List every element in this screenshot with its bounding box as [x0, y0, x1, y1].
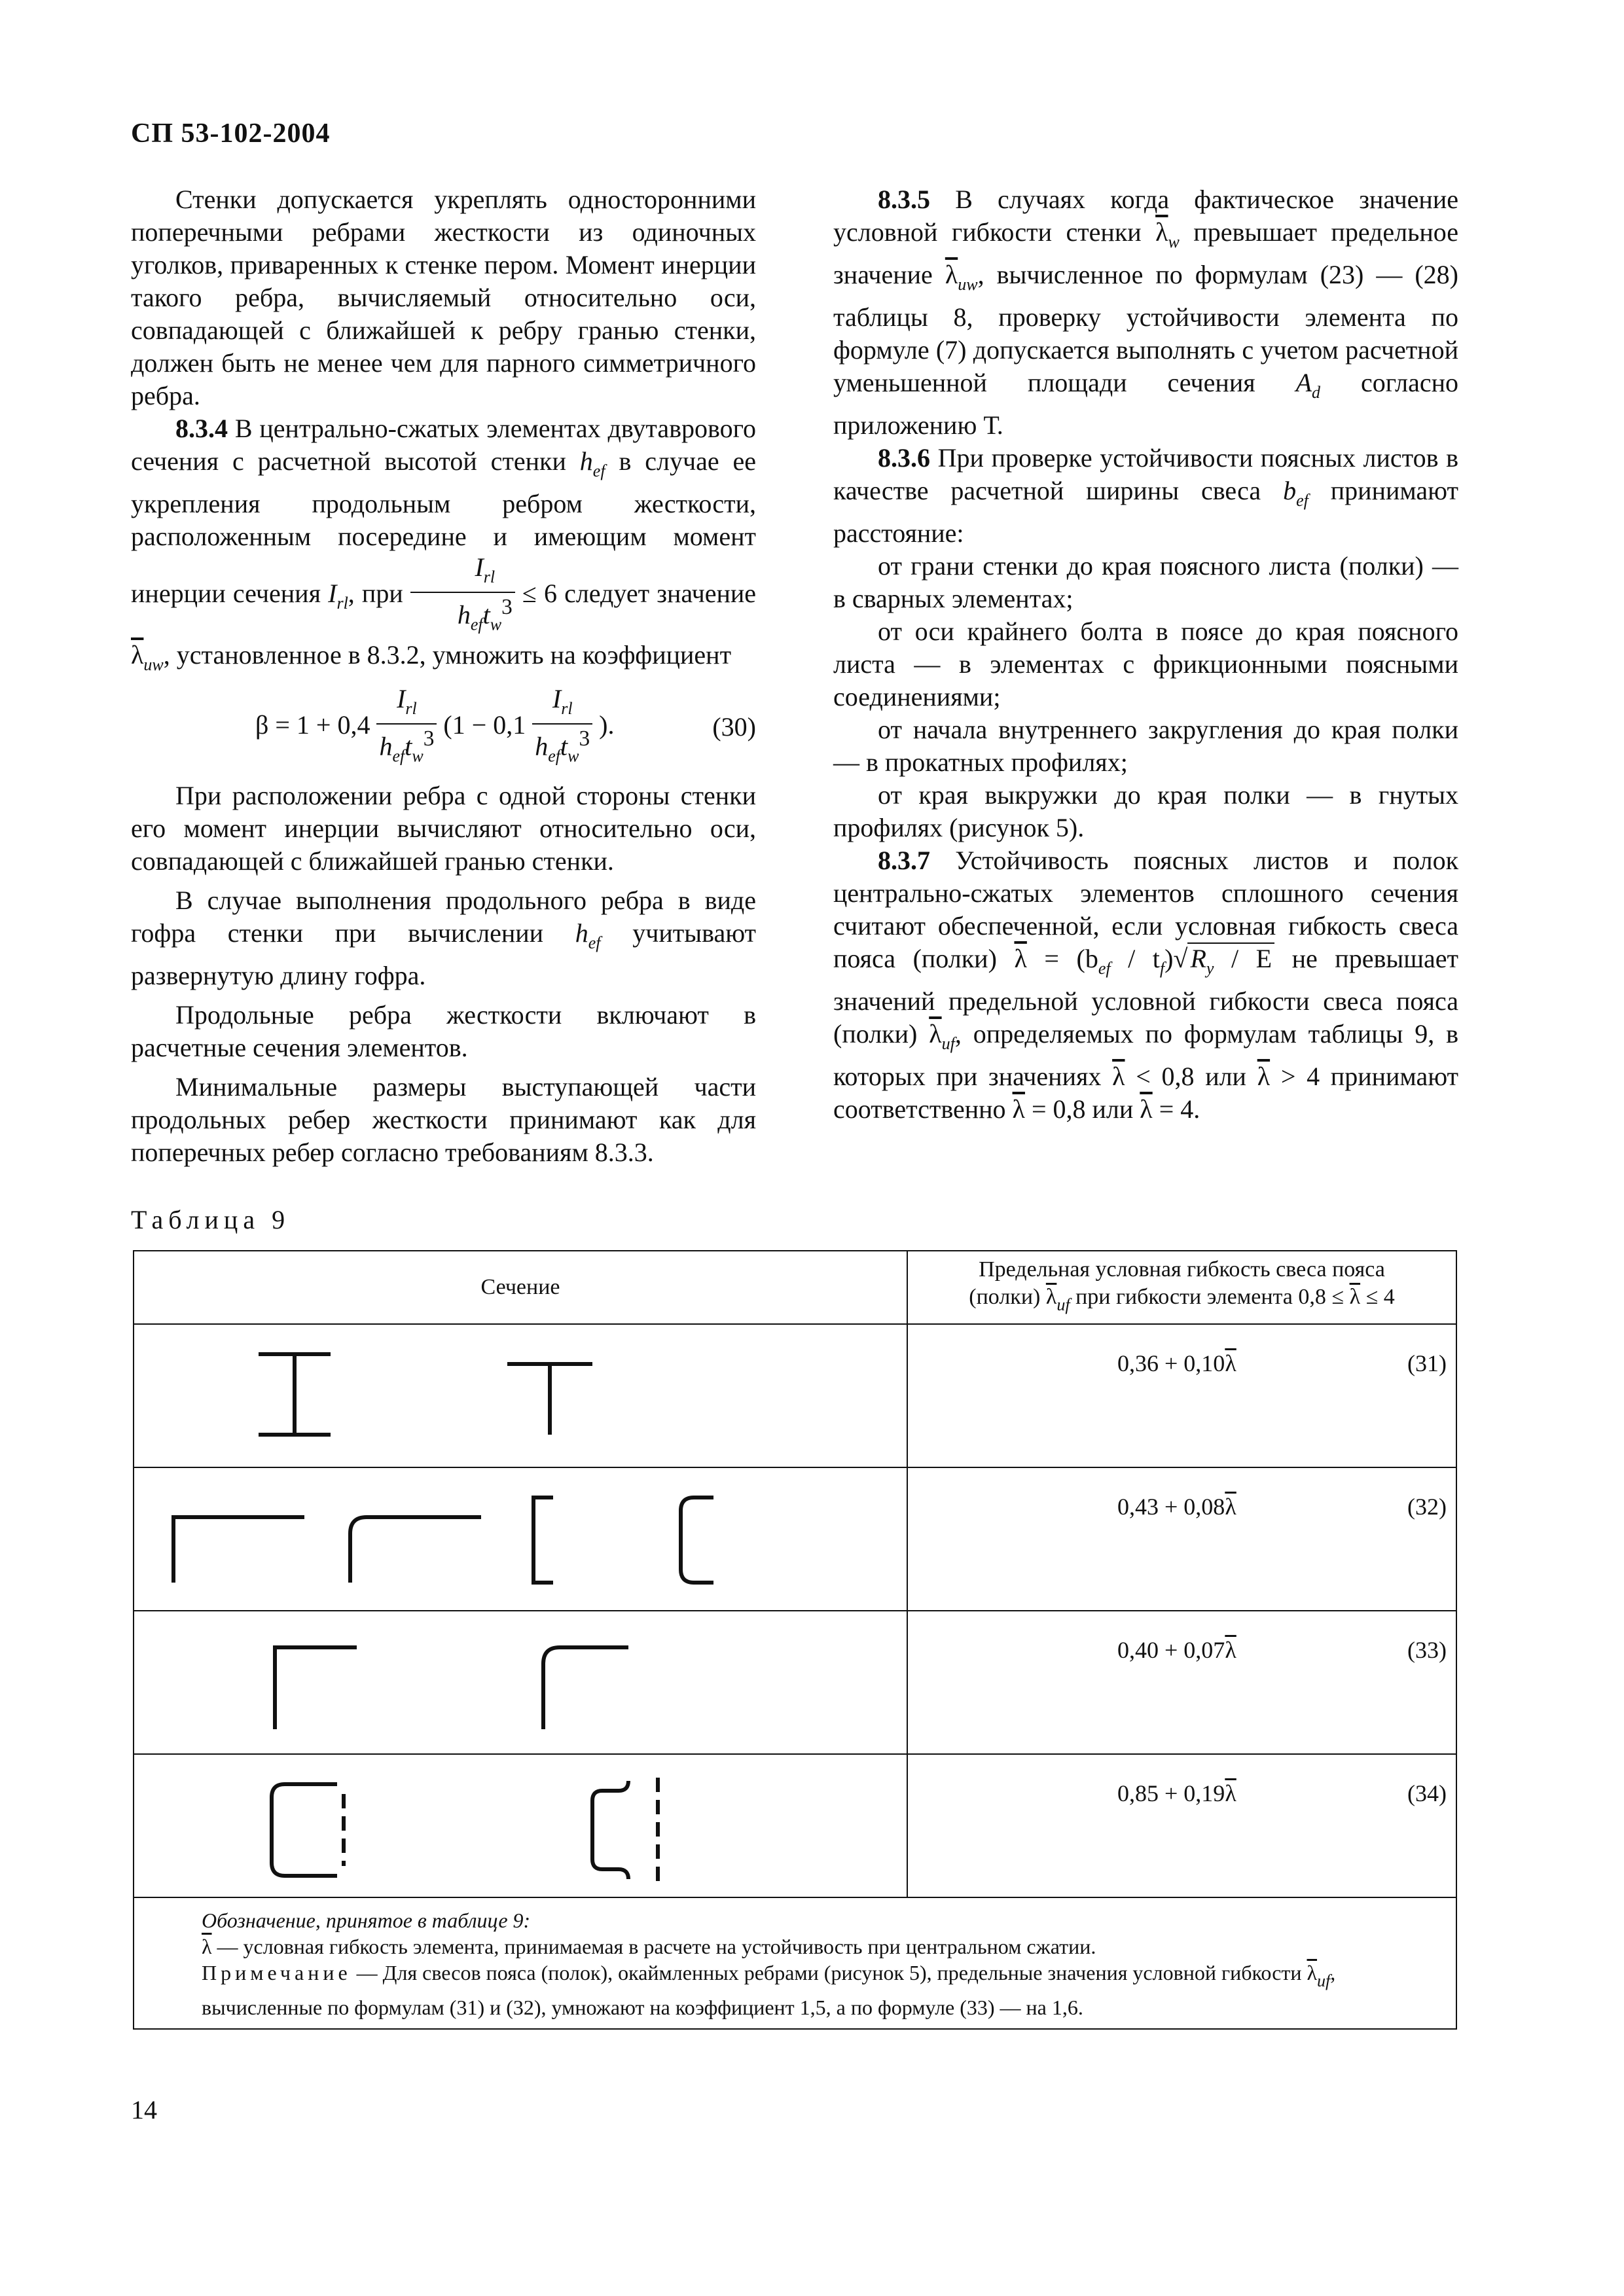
paragraph-longitudinal-ribs: Продольные ребра жесткости включают в расчетные сечения элементов.: [131, 1000, 756, 1063]
text: , установленное в 8.3.2, умножить на коэффициент: [163, 640, 732, 670]
text: следует значение: [564, 578, 757, 608]
formula-32: [1117, 1493, 1236, 1520]
right-column: [833, 183, 1458, 1126]
t-section-icon: [507, 1364, 592, 1435]
equation-number: (34): [1407, 1780, 1447, 1806]
bent-angle-section-icon: [543, 1647, 628, 1729]
symbol-i: I: [475, 552, 484, 582]
symbol-h: h: [575, 918, 588, 948]
symbol-i: I: [397, 683, 406, 713]
subscript: ef: [592, 461, 605, 480]
document-code: СП 53-102-2004: [131, 118, 331, 149]
text: учитывают развернутую длину гофра.: [131, 918, 757, 991]
paragraph-8-3-7: 8.3.7 Устойчивость поясных листов и полок центрально-сжатых элементов сплошного сечения считают обеспеченной, если условная гибкость свеса пояса (полки) $\overline{\lambda} = (b_{ef} / t_f)√$ $R_y$ / E не превышает значений предельной условной гибкости свеса пояса (полки) $\overline{\lambda}_{uf}$, определяемых по формулам таблицы 9, в которых при значениях $\overline{\lambda} < 0,8$ или $\overline{\lambda} > 4$ принимают соответственно $\overline{\lambda} = 0,8$ или $\overline{\lambda} = 4$.: [833, 846, 1459, 1124]
section-profiles-box-curved: [134, 1755, 905, 1897]
formula-cell: [907, 1324, 1456, 1467]
column-header-limit: [907, 1251, 1456, 1324]
subscript: ef: [588, 933, 601, 953]
text: При проверке устойчивости поясных листов в качестве расчетной ширины свеса: [833, 443, 1459, 505]
rolled-angle-section-icon: [350, 1517, 481, 1583]
symbol-b: b: [1283, 476, 1297, 505]
symbol-t: t: [560, 730, 568, 761]
lambda-bar: $\overline{\lambda}$: [1045, 1285, 1057, 1309]
formula-text: 0,43 + 0,08: [1117, 1494, 1225, 1520]
formula-text: 0,85 + 0,19: [1117, 1780, 1225, 1806]
formula-expression: β = 1 + 0,4 $\frac{I_{rl}}{h_{ef}t_w^3}$ (1 − 0,1 $\frac{I_{rl}}{h_{ef}t_w^3}$ ).: [255, 683, 615, 765]
text: В случаях когда фактическое значение условной гибкости стенки: [833, 185, 1459, 247]
subscript: uf: [941, 1034, 955, 1053]
subscript: d: [1312, 383, 1321, 402]
subscript: ef: [392, 745, 405, 765]
angle-section-icon: [173, 1517, 304, 1583]
subscript: w: [412, 745, 424, 765]
channel-section-icon: [533, 1498, 553, 1583]
table-row: [134, 1467, 1456, 1611]
subscript: uf: [1317, 1971, 1331, 1990]
text: в случае ее укрепления продольным ребром жесткости, расположенным посередине и имеющим момент инерции сечения: [131, 446, 757, 608]
table-9: [133, 1250, 1457, 2030]
symbol-r: R: [1190, 944, 1206, 973]
section-drawing-cell: [134, 1324, 907, 1467]
lambda-bar: $\overline{\lambda}$: [202, 1935, 212, 1958]
subscript: w: [568, 745, 579, 765]
formula-part: (1 − 0,1: [443, 709, 526, 740]
lambda-bar: $\overline{\lambda}$: [929, 1019, 942, 1049]
column-header-section: Сечение: [134, 1251, 907, 1324]
section-drawing-cell: [134, 1611, 907, 1754]
left-column: [131, 183, 756, 1169]
text: не превышает значений предельной условной гибкости свеса пояса (полки): [833, 944, 1459, 1049]
header-text: Предельная условная гибкость свеса пояса: [979, 1257, 1385, 1282]
paragraph-min-sizes: Минимальные размеры выступающей части продольных ребер жесткости принимают как для поперечных ребер согласно требованиям 8.3.3.: [131, 1072, 756, 1168]
formula-cell: [907, 1611, 1456, 1754]
header-text: при гибкости элемента 0,8 ≤: [1075, 1285, 1344, 1309]
note-label: Примечание: [202, 1961, 352, 1984]
text: = 0,8 или: [1031, 1094, 1134, 1124]
symbol-h: h: [379, 730, 393, 761]
lambda-bar: $\overline{\lambda}$: [1014, 944, 1027, 973]
list-item: от оси крайнего болта в поясе до края поясного листа — в элементах с фрикционными поясными соединениями;: [833, 617, 1458, 711]
box-section-icon: [272, 1784, 337, 1876]
equation-number: (33): [1407, 1637, 1447, 1663]
subscript: rl: [561, 698, 573, 718]
page-number: 14: [131, 2095, 157, 2125]
curved-section-icon: [592, 1781, 628, 1879]
note-title: Обозначение, принятое в таблице 9:: [202, 1909, 531, 1932]
list-item: от края выкружки до края полки — в гнутых профилях (рисунок 5).: [833, 780, 1458, 842]
lambda-bar: $\overline{\lambda}$: [1349, 1285, 1361, 1309]
subscript: ef: [548, 745, 561, 765]
lambda-bar: $\overline{\lambda}$: [1140, 1094, 1153, 1124]
section-drawing-cell: [134, 1467, 907, 1611]
text: Устойчивость поясных листов и полок центрально-сжатых элементов сплошного сечения считают обеспеченной, если условная гибкость свеса пояса (полки): [833, 846, 1459, 973]
lambda-bar: $\overline{\lambda}$: [1155, 217, 1168, 247]
table-caption: Таблица 9: [131, 1205, 291, 1234]
table-header-row: [134, 1251, 1456, 1324]
formula-cell: [907, 1467, 1456, 1611]
text: < 0,8 или: [1136, 1062, 1246, 1091]
lambda-bar: $\overline{\lambda}$: [131, 640, 144, 670]
lambda-bar: $\overline{\lambda}$: [1225, 1494, 1236, 1520]
symbol-h: h: [579, 446, 593, 476]
subscript: rl: [483, 567, 496, 586]
table-row: [134, 1754, 1456, 1897]
condition: ≤ 6: [522, 578, 557, 608]
subscript: uw: [143, 655, 164, 675]
text: , вычисленное по формулам (23) — (28) таблицы 8, проверку устойчивости элемента по формуле (7) допускается выполнять с учетом расчетной уменьшенной площади сечения: [833, 260, 1459, 397]
note-lambda: [139, 1933, 1451, 1960]
lambda-bar: $\overline{\lambda}$: [1307, 1961, 1318, 1984]
lambda-bar: $\overline{\lambda}$: [1012, 1094, 1025, 1124]
subscript: ef: [1098, 959, 1111, 978]
paragraph-8-3-4: [131, 412, 756, 681]
section-number: 8.3.6: [878, 443, 930, 473]
section-profiles-angles-channels: [134, 1468, 905, 1610]
note-text: — Для свесов пояса (полок), окаймленных ребрами (рисунок 5), предельные значения условной гибкости: [356, 1961, 1302, 1984]
subscript: f: [1159, 959, 1165, 978]
header-text: (полки): [969, 1285, 1041, 1309]
text: превышает предельное значение: [833, 217, 1458, 289]
symbol-t: t: [482, 600, 490, 630]
note-text: , вычисленные по формулам (31) и (32), умножают на коэффициент 1,5, а по формуле (33) — на 1,6.: [202, 1961, 1336, 2019]
formula-31: [1117, 1350, 1236, 1377]
paragraph-one-side-rib: При расположении ребра с одной стороны стенки его момент инерции вычисляют относительно оси, совпадающей с ближайшей гранью стенки.: [131, 781, 756, 876]
section-number: 8.3.5: [878, 185, 930, 214]
lambda-bar: $\overline{\lambda}$: [1257, 1062, 1271, 1091]
formula-part: / E: [1214, 944, 1272, 973]
angle-section-icon: [275, 1647, 357, 1729]
formula-34: [1117, 1780, 1236, 1807]
subscript: uf: [1056, 1295, 1070, 1314]
bent-channel-section-icon: [681, 1498, 713, 1583]
section-profiles-i-t: [134, 1325, 905, 1467]
formula-part: = (b: [1044, 944, 1098, 973]
formula-number: (30): [712, 712, 756, 742]
formula-cell: [907, 1754, 1456, 1897]
formula-text: 0,36 + 0,10: [1117, 1350, 1225, 1376]
text: В случае выполнения продольного ребра в виде гофра стенки при вычислении: [131, 886, 756, 948]
lambda-bar: $\overline{\lambda}$: [1225, 1350, 1236, 1376]
text: = 4.: [1159, 1094, 1200, 1124]
formula-text: 0,40 + 0,07: [1117, 1637, 1225, 1663]
subscript: rl: [336, 593, 348, 613]
i-beam-section-icon: [259, 1354, 331, 1435]
text: , при: [348, 578, 403, 608]
text: , определяемых по формулам таблицы 9, в которых при значениях: [833, 1019, 1459, 1091]
lambda-bar: $\overline{\lambda}$: [1225, 1637, 1236, 1663]
formula-part: ).: [599, 709, 615, 740]
paragraph-stiffeners: Стенки допускается укреплять односторонними поперечными ребрами жесткости из одиночных уголков, приваренных к стенке пером. Момент инерции такого ребра, вычисляемый относительно оси, совпадающей с ближайшей к ребру гранью стенки, должен быть не менее чем для парного симметричного ребра.: [131, 185, 756, 410]
formula-part: / t: [1128, 944, 1160, 973]
lambda-bar: $\overline{\lambda}$: [945, 260, 958, 289]
text: > 4 принимают соответственно: [833, 1062, 1459, 1124]
subscript: uw: [958, 275, 978, 294]
condition-fraction: $\frac{I_{rl}}{h_{ef}t_w^3}$: [410, 553, 515, 639]
paragraph-8-3-5: [833, 183, 1458, 442]
note-text: — условная гибкость элемента, принимаемая в расчете на устойчивость при центральном сжатии.: [217, 1935, 1096, 1958]
sqrt-expression: [1187, 942, 1274, 978]
subscript: w: [490, 615, 502, 634]
subscript: w: [1168, 232, 1180, 251]
paragraph-8-3-6: [833, 442, 1458, 550]
list-item: от грани стенки до края поясного листа (полки) — в сварных элементах;: [833, 551, 1458, 613]
symbol-i: I: [552, 683, 562, 713]
list-item: от начала внутреннего закругления до края полки — в прокатных профилях;: [833, 715, 1458, 777]
lambda-bar: $\overline{\lambda}$: [1112, 1062, 1125, 1091]
equation-number: (31): [1407, 1350, 1447, 1376]
section-number: 8.3.4: [175, 414, 228, 443]
text: согласно приложению Т.: [833, 368, 1458, 440]
text: В центрально-сжатых элементах двутаврового сечения с расчетной высотой стенки: [131, 414, 756, 476]
symbol-h: h: [535, 730, 549, 761]
table-row: [134, 1611, 1456, 1754]
section-drawing-cell: [134, 1754, 907, 1897]
table-row: [134, 1324, 1456, 1467]
formula-part: β = 1 + 0,4: [255, 709, 370, 740]
symbol-i: I: [328, 578, 337, 608]
note-remark: [139, 1960, 1451, 2020]
symbol-h: h: [457, 600, 471, 630]
table-notes: [134, 1897, 1456, 2029]
subscript: ef: [470, 615, 483, 634]
equation-number: (32): [1407, 1494, 1447, 1520]
formula-30: [131, 681, 756, 773]
section-profiles-single-angles: [134, 1611, 905, 1753]
section-number: 8.3.7: [878, 846, 930, 875]
subscript: ef: [1296, 491, 1308, 510]
subscript: rl: [405, 698, 417, 718]
paragraph-corrugation: [131, 884, 756, 992]
symbol-t: t: [405, 730, 412, 761]
subscript: y: [1206, 959, 1214, 978]
table-notes-row: [134, 1897, 1456, 2029]
lambda-bar: $\overline{\lambda}$: [1225, 1780, 1236, 1806]
text: принимают расстояние:: [833, 476, 1459, 548]
formula-33: [1117, 1636, 1236, 1664]
header-text: ≤ 4: [1365, 1285, 1395, 1309]
symbol-a: A: [1295, 368, 1312, 397]
